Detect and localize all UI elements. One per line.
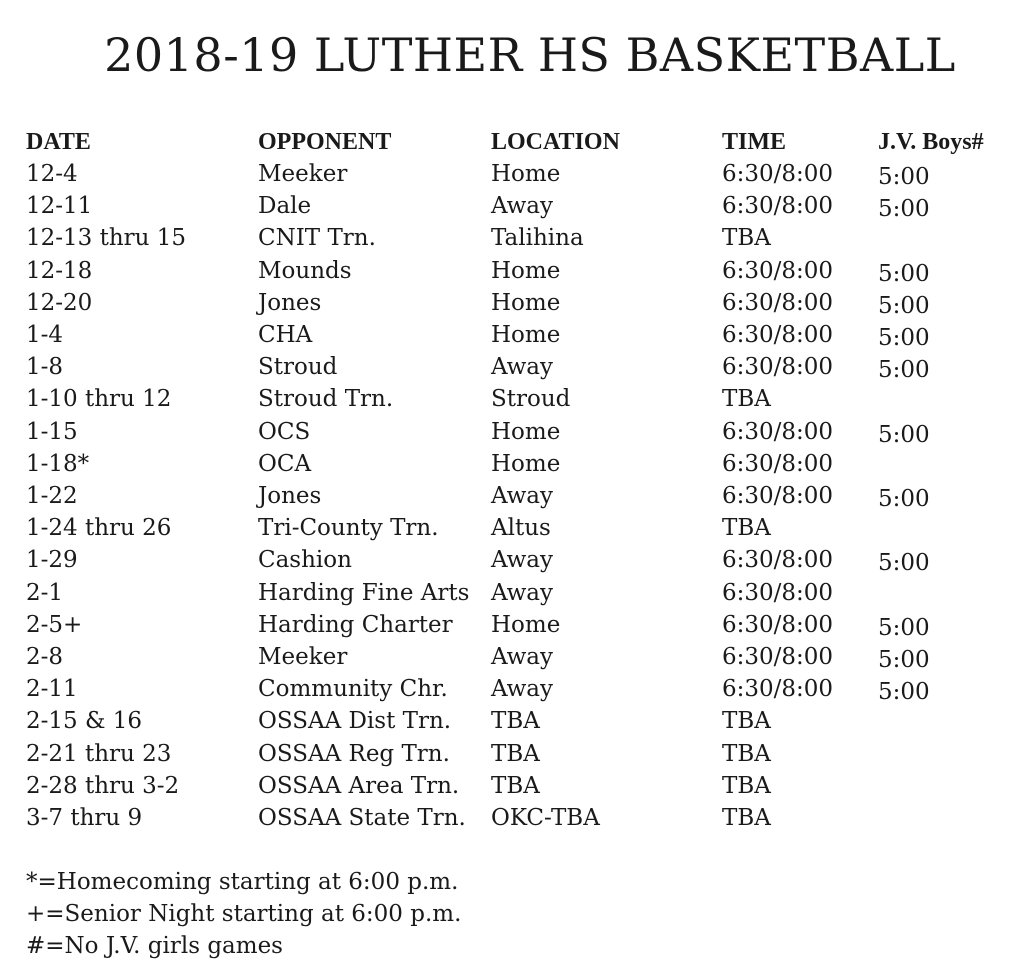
game-opponent: OSSAA State Trn. <box>258 805 466 831</box>
game-date: 1-10 thru 12 <box>26 386 172 413</box>
table-row <box>0 448 1024 480</box>
game-date: 1-15 <box>26 418 78 445</box>
game-jv-time: 5:00 <box>878 614 930 641</box>
game-date: 1-24 thru 26 <box>26 515 172 542</box>
game-time: 6:30/8:00 <box>722 547 834 574</box>
table-row <box>0 416 1024 448</box>
game-time: TBA <box>722 772 771 799</box>
game-opponent: CHA <box>258 322 313 348</box>
game-location: Stroud <box>491 386 571 413</box>
game-date: 2-11 <box>26 676 78 703</box>
game-time: 6:30/8:00 <box>722 289 834 316</box>
game-opponent: OSSAA Reg Trn. <box>258 740 450 767</box>
game-opponent: Meeker <box>258 161 348 187</box>
game-opponent: Stroud Trn. <box>258 386 394 413</box>
game-location: Away <box>491 579 553 606</box>
table-row <box>0 190 1024 222</box>
game-location: Away <box>491 547 553 574</box>
game-location: Away <box>491 354 553 381</box>
game-location: Home <box>491 322 561 348</box>
game-time: 6:30/8:00 <box>722 611 834 638</box>
page-title: 2018-19 LUTHER HS BASKETBALL <box>104 28 956 82</box>
game-date: 1-8 <box>26 354 64 381</box>
game-jv-time: 5:00 <box>878 421 930 448</box>
game-opponent: Mounds <box>258 257 352 284</box>
table-row <box>0 577 1024 609</box>
game-date: 2-8 <box>26 644 64 670</box>
table-row <box>0 287 1024 319</box>
game-date: 1-4 <box>26 322 64 348</box>
game-location: Away <box>491 483 553 509</box>
header-location: LOCATION <box>491 129 620 155</box>
table-row <box>0 705 1024 737</box>
table-row <box>0 802 1024 834</box>
game-jv-time: 5:00 <box>878 292 930 319</box>
table-row <box>0 641 1024 673</box>
game-jv-time: 5:00 <box>878 325 930 351</box>
game-location: TBA <box>491 740 540 767</box>
table-row <box>0 480 1024 512</box>
footnote: +=Senior Night starting at 6:00 p.m. <box>26 901 462 927</box>
header-date: DATE <box>26 129 91 155</box>
header-time: TIME <box>722 129 787 155</box>
game-date: 2-1 <box>26 579 64 606</box>
game-date: 3-7 thru 9 <box>26 805 143 831</box>
game-opponent: Tri-County Trn. <box>258 515 439 542</box>
game-location: Talihina <box>491 225 584 252</box>
game-jv-time: 5:00 <box>878 357 930 384</box>
game-time: 6:30/8:00 <box>722 354 834 381</box>
game-time: TBA <box>722 805 771 831</box>
header-jv-boys: J.V. Boys# <box>878 129 984 155</box>
game-location: Away <box>491 193 553 220</box>
game-date: 1-18* <box>26 450 90 477</box>
game-time: 6:30/8:00 <box>722 161 834 187</box>
table-row <box>0 158 1024 190</box>
game-location: Home <box>491 450 561 477</box>
game-jv-time: 5:00 <box>878 260 930 287</box>
game-opponent: Harding Charter <box>258 611 453 638</box>
table-header-row <box>0 126 1024 158</box>
game-location: Home <box>491 257 561 284</box>
game-time: 6:30/8:00 <box>722 579 834 606</box>
table-row <box>0 383 1024 415</box>
table-row <box>0 512 1024 544</box>
game-opponent: OCS <box>258 418 311 445</box>
table-row <box>0 673 1024 705</box>
game-time: TBA <box>722 740 771 767</box>
footnote: *=Homecoming starting at 6:00 p.m. <box>26 869 459 895</box>
table-row <box>0 609 1024 641</box>
game-jv-time: 5:00 <box>878 647 930 673</box>
game-opponent: Community Chr. <box>258 676 448 703</box>
game-time: TBA <box>722 515 771 542</box>
game-location: Altus <box>491 515 551 542</box>
game-opponent: Jones <box>258 289 322 316</box>
game-time: TBA <box>722 386 771 413</box>
table-row <box>0 255 1024 287</box>
game-date: 12-11 <box>26 193 93 220</box>
game-time: 6:30/8:00 <box>722 483 834 509</box>
footnote: #=No J.V. girls games <box>26 933 283 959</box>
game-jv-time: 5:00 <box>878 164 930 190</box>
game-date: 12-20 <box>26 289 93 316</box>
game-location: Home <box>491 418 561 445</box>
game-opponent: Meeker <box>258 644 348 670</box>
table-row <box>0 738 1024 770</box>
game-date: 2-21 thru 23 <box>26 740 172 767</box>
game-date: 2-5+ <box>26 611 83 638</box>
game-time: 6:30/8:00 <box>722 257 834 284</box>
table-row <box>0 770 1024 802</box>
game-jv-time: 5:00 <box>878 679 930 706</box>
game-time: 6:30/8:00 <box>722 322 834 348</box>
game-time: 6:30/8:00 <box>722 644 834 670</box>
game-date: 1-22 <box>26 483 78 509</box>
game-opponent: OSSAA Dist Trn. <box>258 708 452 735</box>
game-opponent: CNIT Trn. <box>258 225 376 252</box>
game-date: 12-18 <box>26 257 93 284</box>
game-time: 6:30/8:00 <box>722 450 834 477</box>
game-time: 6:30/8:00 <box>722 193 834 220</box>
game-date: 12-13 thru 15 <box>26 225 187 252</box>
game-location: Away <box>491 676 553 703</box>
game-time: 6:30/8:00 <box>722 676 834 703</box>
game-location: Away <box>491 644 553 670</box>
game-date: 12-4 <box>26 161 78 187</box>
game-time: TBA <box>722 708 771 735</box>
table-row <box>0 319 1024 351</box>
game-time: 6:30/8:00 <box>722 418 834 445</box>
game-opponent: Dale <box>258 193 312 220</box>
game-location: Home <box>491 611 561 638</box>
game-opponent: OCA <box>258 450 312 477</box>
game-opponent: Cashion <box>258 547 352 574</box>
game-jv-time: 5:00 <box>878 486 930 512</box>
game-opponent: Harding Fine Arts <box>258 579 470 606</box>
game-date: 1-29 <box>26 547 78 574</box>
game-location: Home <box>491 289 561 316</box>
game-location: TBA <box>491 772 540 799</box>
game-date: 2-28 thru 3-2 <box>26 772 180 799</box>
game-time: TBA <box>722 225 771 252</box>
game-jv-time: 5:00 <box>878 196 930 223</box>
table-row <box>0 544 1024 576</box>
game-location: TBA <box>491 708 540 735</box>
game-jv-time: 5:00 <box>878 550 930 577</box>
header-opponent: OPPONENT <box>258 129 392 155</box>
game-location: OKC-TBA <box>491 805 600 831</box>
game-opponent: Jones <box>258 483 322 509</box>
game-opponent: Stroud <box>258 354 338 381</box>
game-date: 2-15 & 16 <box>26 708 143 735</box>
game-opponent: OSSAA Area Trn. <box>258 772 460 799</box>
game-location: Home <box>491 161 561 187</box>
table-row <box>0 351 1024 383</box>
table-row <box>0 222 1024 254</box>
